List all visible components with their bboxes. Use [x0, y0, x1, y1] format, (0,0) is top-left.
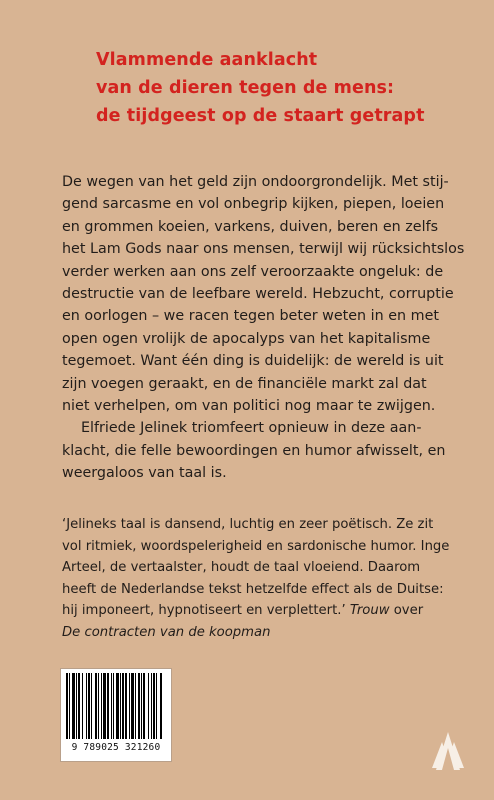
- quote-book-title: De contracten van de koopman: [62, 624, 271, 640]
- blurb-line: open ogen vrolijk de apocalyps van het kapitalisme: [62, 330, 431, 347]
- quote-line: heeft de Nederlandse tekst hetzelfde effect als de Duitse:: [62, 581, 444, 597]
- blurb-line: verder werken aan ons zelf veroorzaakte ongeluk: de: [62, 263, 444, 280]
- headline-line-1: Vlammende aanklacht: [96, 50, 318, 70]
- blurb-paragraph2-line: weergaloos van taal is.: [62, 465, 227, 482]
- blurb-line: destructie van de leefbare wereld. Hebzucht, corruptie: [62, 286, 454, 303]
- blurb-text: [62, 171, 465, 485]
- isbn-barcode: [60, 668, 172, 762]
- quote-source: Trouw: [349, 603, 390, 619]
- quote-text-end: hij imponeert, hypnotiseert en verplettert.’: [62, 603, 350, 619]
- publisher-logo-icon: [430, 728, 466, 772]
- blurb-line: De wegen van het geld zijn ondoorgrondelijk. Met stij-: [62, 174, 449, 190]
- blurb-line: en oorlogen – we racen tegen beter weten in en met: [62, 308, 439, 325]
- quote-line: Arteel, de vertaalster, houdt de taal vloeiend. Daarom: [62, 560, 421, 576]
- quote-line: ‘Jelineks taal is dansend, luchtig en zeer poëtisch. Ze zit: [62, 517, 434, 532]
- headline-line-2: van de dieren tegen de mens:: [96, 78, 395, 98]
- quote-line: vol ritmiek, woordspelerigheid en sardonische humor. Inge: [62, 538, 450, 554]
- quote-over: over: [389, 603, 424, 619]
- blurb-paragraph2-line: klacht, die felle bewoordingen en humor afwisselt, en: [62, 442, 446, 459]
- barcode-bars: [64, 673, 168, 741]
- blurb-line: en grommen koeien, varkens, duiven, beren en zelfs: [62, 218, 439, 235]
- isbn-number: 9 789025 321260: [71, 742, 161, 753]
- blurb-line: zijn voegen geraakt, en de financiële markt zal dat: [62, 375, 427, 392]
- headline: [96, 46, 425, 130]
- blurb-line: gend sarcasme en vol onbegrip kijken, piepen, loeien: [62, 196, 445, 213]
- blurb-line: niet verhelpen, om van politici nog maar te zwijgen.: [62, 398, 436, 415]
- blurb-paragraph2-line: Elfriede Jelinek triomfeert opnieuw in deze aan-: [81, 420, 422, 437]
- quote-line-attribution: [62, 600, 442, 622]
- headline-line-3: de tijdgeest op de staart getrapt: [96, 106, 425, 126]
- review-quote: [62, 514, 450, 644]
- blurb-line: tegemoet. Want één ding is duidelijk: de wereld is uit: [62, 353, 444, 370]
- blurb-line: het Lam Gods naar ons mensen, terwijl wij rücksichtslos: [62, 241, 465, 258]
